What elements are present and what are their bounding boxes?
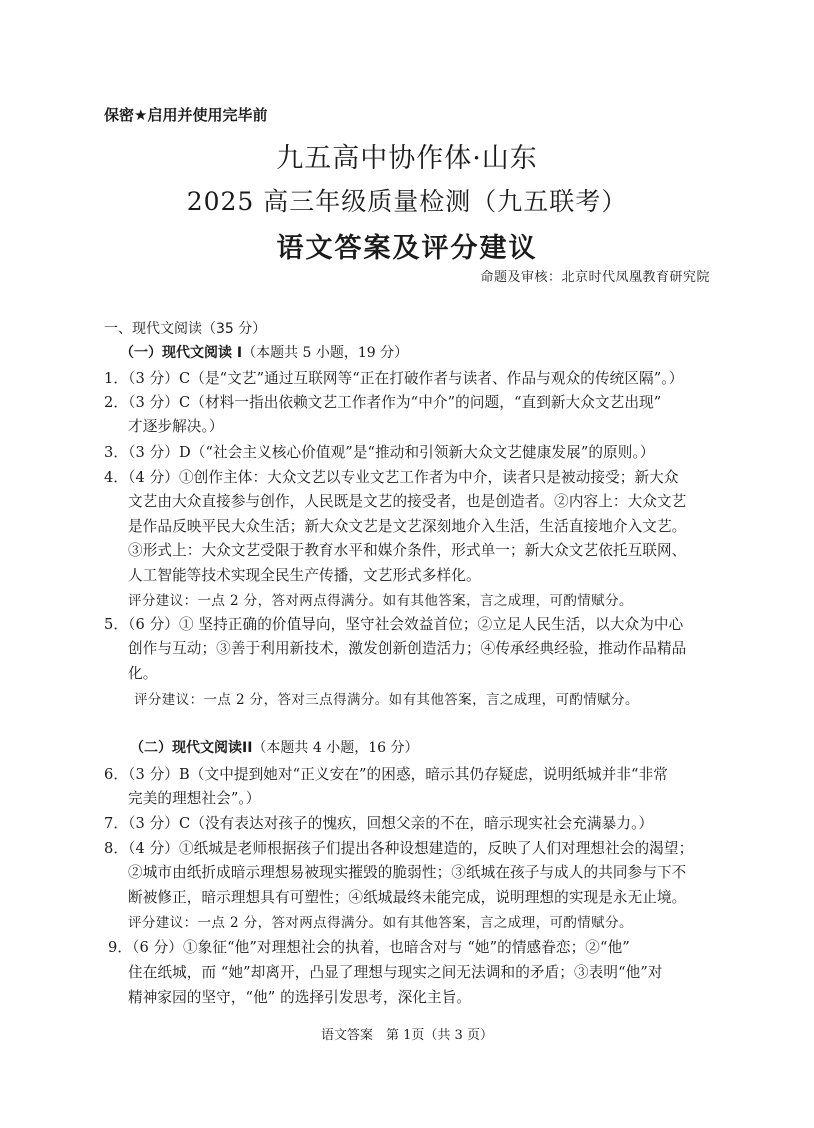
confidential-notice: 保密★启用并使用完毕前 (104, 106, 268, 124)
answer-q6-line2: 完美的理想社会”。） (128, 790, 261, 807)
answer-q6-line1: 6．（3 分）B（文中提到她对“正义安在”的困惑，暗示其仍存疑虑，说明纸城并非“非常 (104, 766, 668, 783)
answer-q8-line3: 断被修正，暗示理想具有可塑性；④纸城最终未能完成，说明理想的实现是永无止境。 (128, 889, 687, 906)
title-organizer: 九五高中协作体·山东 (276, 143, 538, 174)
part1-heading (120, 342, 408, 362)
page-footer: 语文答案 第 1页（共 3 页） (321, 1028, 493, 1043)
answer-q2-line2: 才逐步解决。） (128, 418, 224, 435)
part2-heading-detail: （本题共 4 小题，16 分） (252, 740, 419, 756)
answer-q8-line2: ②城市由纸折成暗示理想易被现实摧毁的脆弱性；③纸城在孩子与成人的共同参与下不 (128, 864, 687, 881)
answer-q5-line3: 化。 (128, 665, 158, 682)
title-exam: 2025 高三年级质量检测（九五联考） (186, 187, 628, 216)
part1-heading-detail: （本题共 5 小题，19 分） (242, 345, 409, 361)
answer-q9-line1: 9．（6 分）①象征“他”对理想社会的执着，也暗含对与 “她”的情感眷恋；②“他” (108, 939, 630, 956)
section-heading: 一、现代文阅读（35 分） (104, 321, 267, 337)
answer-q9-line2: 住在纸城，而 “她”却离开，凸显了理想与现实之间无法调和的矛盾；③表明“他”对 (128, 964, 663, 981)
part1-heading-title: （一）现代文阅读 I (120, 345, 243, 361)
answer-q8-line1: 8．（4 分）①纸城是老师根据孩子们提出各种设想建造的，反映了人们对理想社会的渴望； (104, 840, 694, 857)
title-subject: 语文答案及评分建议 (276, 233, 538, 264)
part2-heading-title: （二）现代文阅读II (130, 740, 253, 756)
answer-q4-line4: ③形式上：大众文艺受限于教育水平和媒介条件，形式单一；新大众文艺依托互联网、 (128, 542, 687, 559)
answer-q2-line1: 2．（3 分）C（材料一指出依赖文艺工作者作为“中介”的问题，“直到新大众文艺出现” (104, 394, 662, 411)
answer-q4-line5: 人工智能等技术实现全民生产传播，文艺形式多样化。 (128, 567, 481, 584)
scoring-note-q5: 评分建议：一点 2 分，答对三点得满分。如有其他答案，言之成理，可酌情赋分。 (134, 692, 639, 708)
answer-q7: 7．（3 分）C（没有表达对孩子的愧疚，回想父亲的不在，暗示现实社会充满暴力。） (104, 815, 654, 832)
answer-q1: 1．（3 分）C（是“文艺”通过互联网等“正在打破作者与读者、作品与观众的传统区隔”。） (104, 370, 684, 387)
answer-q4-line3: 是作品反映平民大众生活；新大众文艺是文艺深刻地介入生活，生活直接地介入文艺。 (128, 518, 687, 535)
part2-heading (130, 737, 419, 757)
answer-q5-line1: 5．（6 分）① 坚持正确的价值导向，坚守社会效益首位；②立足人民生活，以大众为中心 (104, 616, 684, 633)
answer-q5-line2: 创作与互动；③善于利用新技术，激发创新创造活力；④传承经典经验，推动作品精品 (128, 640, 687, 657)
answer-q3: 3．（3 分）D（“社会主义核心价值观”是“推动和引领新大众文艺健康发展”的原则。） (104, 444, 655, 461)
answer-q4-line1: 4．（4 分）①创作主体：大众文艺以专业文艺工作者为中介，读者只是被动接受；新大众 (104, 469, 679, 486)
scoring-note-q4: 评分建议：一点 2 分，答对两点得满分。如有其他答案，言之成理，可酌情赋分。 (128, 593, 633, 609)
answer-q9-line3: 精神家园的坚守，“他” 的选择引发思考，深化主旨。 (128, 989, 472, 1006)
scoring-note-q8: 评分建议：一点 2 分，答对两点得满分。如有其他答案，言之成理，可酌情赋分。 (128, 915, 633, 931)
author-line: 命题及审核：北京时代凤凰教育研究院 (480, 270, 710, 285)
answer-q4-line2: 文艺由大众直接参与创作，人民既是文艺的接受者，也是创造者。②内容上：大众文艺 (128, 493, 687, 510)
